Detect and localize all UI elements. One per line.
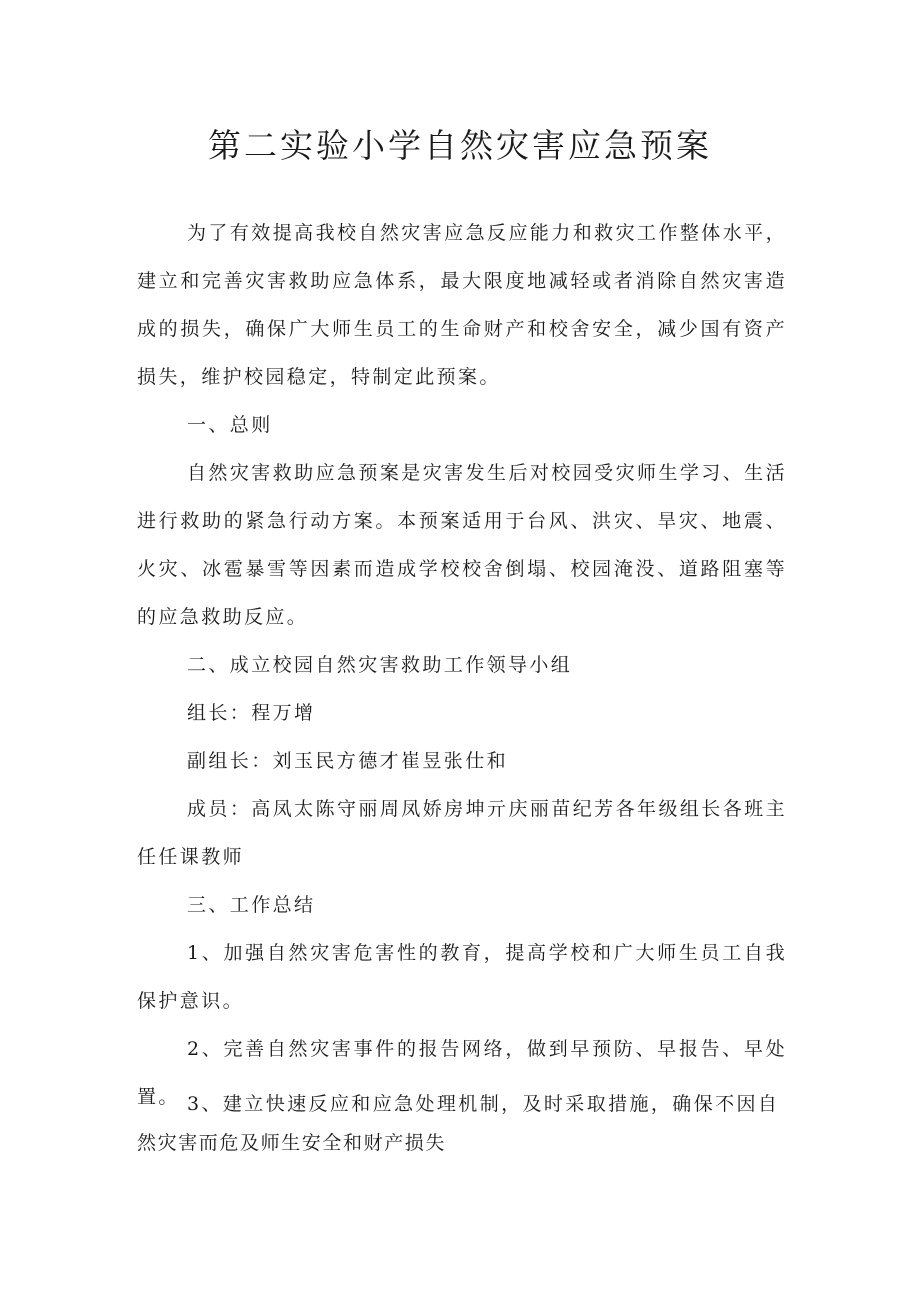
intro-paragraph: 为了有效提高我校自然灾害应急反应能力和救灾工作整体水平，建立和完善灾害救助应急体系，最大限度地减轻或者消除自然灾害造成的损失，确保广大师生员工的生命财产和校舍安全，减少国有资产损失，维护校园稳定，特制定此预案。 xyxy=(137,222,787,388)
section2-heading: 二、成立校园自然灾害救助工作领导小组 xyxy=(187,654,573,676)
group-leader: 组长：程万增 xyxy=(187,702,316,724)
document-title: 第二实验小学自然灾害应急预案 xyxy=(208,126,712,165)
group-members: 成员：高凤太陈守丽周凤娇房坤亓庆丽苗纪芳各年级组长各班主任任课教师 xyxy=(137,798,787,868)
work-item-3-line1: 3、建立快速反应和应急处理机制，及时采取措施，确保不因自 xyxy=(187,1093,780,1115)
section1-body: 自然灾害救助应急预案是灾害发生后对校园受灾师生学习、生活进行救助的紧急行动方案。本预案适用于台风、洪灾、旱灾、地震、火灾、冰雹暴雪等因素而造成学校校舍倒塌、校园淹没、道路阻塞等的应急救助反应。 xyxy=(137,462,787,628)
work-item-1: 1、加强自然灾害危害性的教育，提高学校和广大师生员工自我保护意识。 xyxy=(137,942,787,1012)
group-deputy-leaders: 副组长：刘玉民方德才崔昱张仕和 xyxy=(187,750,509,772)
work-item-2: 2、完善自然灾害事件的报告网络，做到早预防、早报告、早处置。 xyxy=(137,1038,787,1108)
work-item-3-line2: 然灾害而危及师生安全和财产损失 xyxy=(137,1132,447,1154)
section1-heading: 一、总则 xyxy=(187,414,273,436)
section3-heading: 三、工作总结 xyxy=(187,894,316,916)
